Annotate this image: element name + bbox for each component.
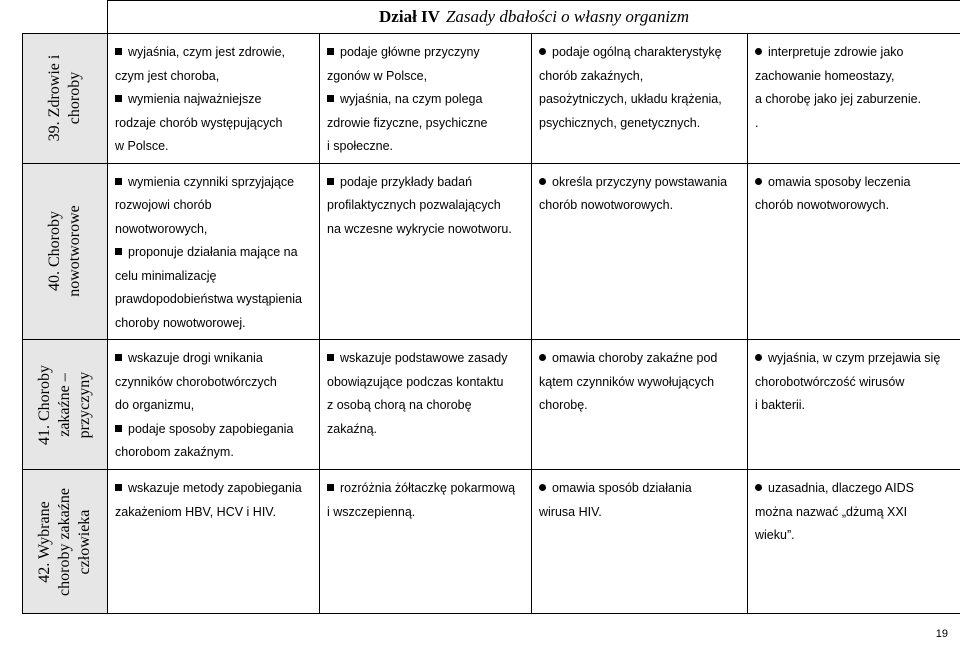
topic-label-line: zakaźne – (56, 372, 73, 437)
square-bullet-icon (115, 425, 122, 432)
circle-bullet-icon (755, 354, 762, 361)
requirement-cell (748, 163, 960, 340)
page-number: 19 (935, 628, 948, 640)
requirement-text: uzasadnia, dlaczego AIDS (768, 481, 914, 495)
requirement-cell (748, 340, 960, 470)
topic-label-line: człowieka (76, 509, 93, 574)
requirement-line (755, 371, 954, 395)
requirement-line (115, 394, 313, 418)
requirement-line (115, 477, 313, 501)
square-bullet-icon (327, 484, 334, 491)
topic-label-cell (23, 163, 108, 340)
requirement-line (327, 171, 525, 195)
requirement-text: chorobotwórczość wirusów (755, 374, 905, 389)
requirement-text: omawia sposoby leczenia (768, 174, 911, 189)
square-bullet-icon (327, 354, 334, 361)
square-bullet-icon (327, 178, 334, 185)
requirement-text: zgonów w Polsce, (327, 68, 428, 83)
requirement-text: wskazuje drogi wnikania (128, 351, 263, 365)
requirement-cell (532, 34, 748, 164)
requirement-text: pasożytniczych, układu krążenia, (539, 92, 722, 106)
requirement-line (327, 194, 525, 218)
requirement-line (115, 371, 313, 395)
topic-label (45, 205, 85, 297)
header-blank-cell (23, 1, 108, 34)
requirement-line (755, 501, 954, 525)
circle-bullet-icon (539, 354, 546, 361)
requirement-cell (108, 163, 320, 340)
circle-bullet-icon (755, 484, 762, 491)
requirement-text: omawia sposób działania (552, 481, 692, 495)
table-row (23, 470, 960, 614)
requirement-text: interpretuje zdrowie jako (768, 45, 904, 59)
requirement-text: czynników chorobotwórczych (115, 374, 277, 389)
requirement-line (539, 112, 741, 136)
topic-label-line: 42. Wybrane (36, 500, 53, 583)
requirement-cell (748, 34, 960, 164)
requirement-line (115, 241, 313, 265)
requirement-line (115, 65, 313, 89)
requirement-text: celu minimalizację (115, 268, 217, 283)
topic-label (35, 488, 95, 596)
topic-label-cell (23, 470, 108, 614)
requirement-cell (748, 470, 960, 614)
requirement-line (327, 347, 525, 371)
square-bullet-icon (115, 484, 122, 491)
requirement-line (115, 171, 313, 195)
requirement-line (755, 65, 954, 89)
requirement-line (539, 477, 741, 501)
requirement-text: zachowanie homeostazy, (755, 68, 895, 83)
requirement-line (539, 65, 741, 89)
circle-bullet-icon (755, 48, 762, 55)
square-bullet-icon (115, 354, 122, 361)
requirement-text: wskazuje podstawowe zasady (340, 351, 508, 365)
requirement-text: chorób nowotworowych. (755, 198, 890, 212)
circle-bullet-icon (539, 48, 546, 55)
requirement-line (539, 194, 741, 218)
requirement-line (115, 347, 313, 371)
requirement-text: omawia choroby zakaźne pod (552, 351, 718, 365)
square-bullet-icon (327, 95, 334, 102)
requirement-text: chorobom zakaźnym. (115, 445, 234, 459)
square-bullet-icon (327, 48, 334, 55)
requirement-text: rozróżnia żółtaczkę pokarmową (340, 481, 516, 495)
requirement-text: kątem czynników wywołujących (539, 374, 715, 389)
requirement-line (115, 312, 313, 336)
requirement-text: psychicznych, genetycznych. (539, 115, 701, 130)
requirement-text: wyjaśnia, czym jest zdrowie, (128, 45, 285, 59)
requirement-line (755, 171, 954, 195)
requirement-line (539, 41, 741, 65)
requirement-text: i bakterii. (755, 398, 806, 412)
requirement-line (115, 218, 313, 242)
topic-label-line: nowotworowe (66, 205, 83, 298)
requirement-text: zdrowie fizyczne, psychiczne (327, 115, 488, 130)
requirement-line (327, 65, 525, 89)
requirement-cell (320, 163, 532, 340)
requirement-text: na wczesne wykrycie nowotworu. (327, 221, 512, 236)
requirement-text: wyjaśnia, w czym przejawia się (768, 351, 941, 365)
requirement-line (115, 112, 313, 136)
requirement-line (327, 88, 525, 112)
topic-label-line: 39. Zdrowie i (46, 54, 63, 142)
requirement-text: wyjaśnia, na czym polega (340, 92, 483, 106)
requirement-text: podaje główne przyczyny (340, 45, 480, 59)
topic-label (35, 365, 95, 445)
requirement-text: . (755, 115, 759, 130)
requirement-line (327, 501, 525, 525)
requirement-line (327, 218, 525, 242)
requirement-line (755, 347, 954, 371)
requirement-line (755, 194, 954, 218)
requirement-text: wymienia najważniejsze (128, 92, 262, 106)
requirement-cell (532, 163, 748, 340)
requirement-text: z osobą chorą na chorobę (327, 398, 472, 412)
requirement-line (755, 524, 954, 548)
requirement-text: wskazuje metody zapobiegania (128, 481, 302, 495)
requirement-line (115, 418, 313, 442)
requirement-line (539, 501, 741, 525)
square-bullet-icon (115, 248, 122, 255)
topic-label-line: 40. Choroby (46, 211, 63, 292)
requirement-line (755, 112, 954, 136)
requirement-text: podaje sposoby zapobiegania (128, 421, 294, 436)
requirement-text: wirusa HIV. (539, 504, 602, 519)
requirement-line (539, 171, 741, 195)
topic-label-line: choroby (66, 72, 83, 125)
requirement-text: profilaktycznych pozwalających (327, 198, 501, 212)
requirement-text: czym jest choroba, (115, 68, 220, 83)
requirement-cell (108, 470, 320, 614)
topic-label-line: przyczyny (76, 371, 93, 438)
requirement-text: zakażeniom HBV, HCV i HIV. (115, 504, 276, 519)
table-row (23, 340, 960, 470)
requirement-line (327, 394, 525, 418)
requirement-cell (320, 34, 532, 164)
requirement-text: w Polsce. (115, 139, 169, 153)
requirement-cell (108, 340, 320, 470)
table-row (23, 34, 960, 164)
circle-bullet-icon (539, 178, 546, 185)
requirement-text: określa przyczyny powstawania (552, 174, 728, 189)
table-header-row (23, 1, 960, 34)
requirement-text: a chorobę jako jej zaburzenie. (755, 92, 922, 106)
requirement-text: nowotworowych, (115, 221, 208, 236)
requirement-cell (320, 470, 532, 614)
requirement-cell (532, 340, 748, 470)
requirement-cell (320, 340, 532, 470)
requirement-line (539, 394, 741, 418)
requirement-line (327, 418, 525, 442)
topic-label (45, 55, 85, 142)
square-bullet-icon (115, 95, 122, 102)
requirement-text: chorób zakaźnych, (539, 68, 644, 83)
section-subtitle: Zasady dbałości o własny organizm (445, 7, 689, 26)
requirement-line (115, 288, 313, 312)
section-title: Dział IV (379, 7, 440, 26)
topic-label-cell (23, 340, 108, 470)
requirement-text: rodzaje chorób występujących (115, 115, 283, 130)
requirement-line (115, 501, 313, 525)
circle-bullet-icon (755, 178, 762, 185)
requirement-text: i wszczepienną. (327, 504, 416, 519)
requirement-line (755, 41, 954, 65)
section-header (108, 1, 960, 34)
requirement-line (115, 135, 313, 159)
requirement-line (539, 347, 741, 371)
requirement-line (327, 477, 525, 501)
requirement-text: do organizmu, (115, 398, 195, 412)
requirement-line (327, 371, 525, 395)
requirement-text: obowiązujące podczas kontaktu (327, 374, 504, 389)
requirement-text: prawdopodobieństwa wystąpienia (115, 292, 302, 306)
requirement-line (115, 88, 313, 112)
requirement-text: zakaźną. (327, 421, 378, 436)
requirement-line (115, 441, 313, 465)
requirement-line (755, 88, 954, 112)
topic-label-line: 41. Choroby (36, 364, 53, 445)
requirement-text: wieku”. (755, 528, 795, 542)
circle-bullet-icon (539, 484, 546, 491)
requirement-line (327, 112, 525, 136)
requirement-text: proponuje działania mające na (128, 245, 298, 259)
requirement-line (755, 394, 954, 418)
square-bullet-icon (115, 178, 122, 185)
topic-label-cell (23, 34, 108, 164)
requirement-line (115, 194, 313, 218)
table-row (23, 163, 960, 340)
requirement-line (115, 41, 313, 65)
requirement-text: rozwojowi chorób (115, 198, 212, 212)
requirement-line (755, 477, 954, 501)
requirement-text: choroby nowotworowej. (115, 315, 246, 330)
requirement-text: chorób nowotworowych. (539, 198, 674, 212)
requirement-cell (532, 470, 748, 614)
requirement-text: chorobę. (539, 398, 588, 412)
requirement-line (539, 371, 741, 395)
requirement-text: podaje ogólną charakterystykę (552, 45, 722, 59)
requirement-line (327, 135, 525, 159)
requirements-table (22, 0, 960, 614)
requirement-text: można nazwać „dżumą XXI (755, 504, 908, 519)
requirement-text: podaje przykłady badań (340, 174, 473, 189)
square-bullet-icon (115, 48, 122, 55)
requirement-line (115, 265, 313, 289)
topic-label-line: choroby zakaźne (56, 487, 73, 596)
requirement-line (539, 88, 741, 112)
requirement-text: wymienia czynniki sprzyjające (128, 174, 295, 189)
requirement-cell (108, 34, 320, 164)
requirement-text: i społeczne. (327, 139, 394, 153)
requirement-line (327, 41, 525, 65)
